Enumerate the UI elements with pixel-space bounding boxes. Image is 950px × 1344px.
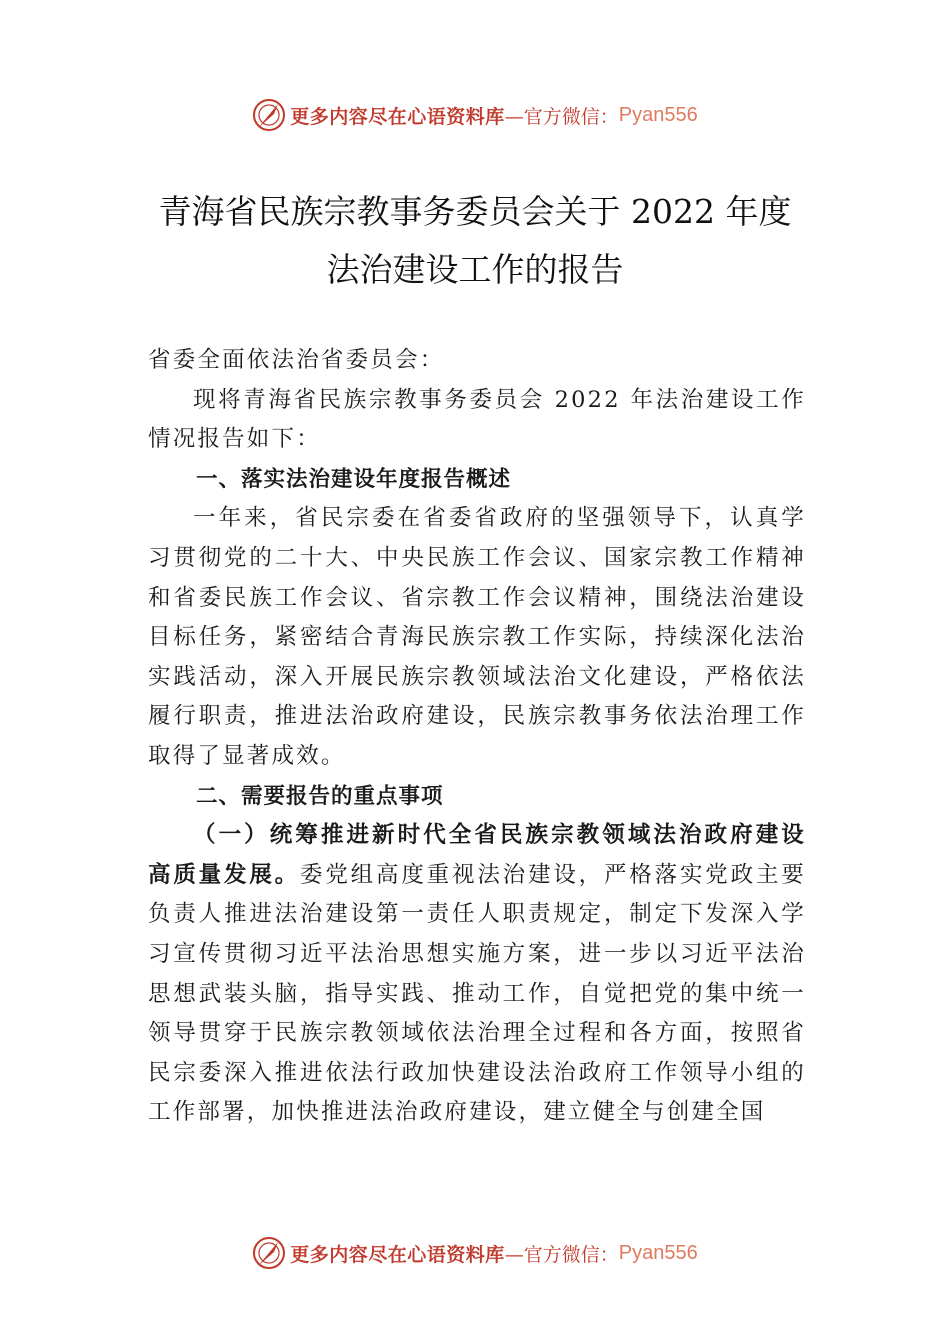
title-line-2: 法治建设工作的报告	[326, 250, 624, 289]
header-watermark	[0, 95, 950, 135]
section-1-body: 一年来，省民宗委在省委省政府的坚强领导下，认真学习贯彻党的二十大、中央民族工作会议、国家宗教工作精神和省委民族工作会议、省宗教工作会议精神，围绕法治建设目标任务，紧密结合青海民族宗教工作实际，持续深化法治实践活动，深入开展民族宗教领域法治文化建设，严格依法履行职责，推进法治政府建设，民族宗教事务依法治理工作取得了显著成效。	[148, 505, 806, 769]
footer-watermark	[0, 1233, 950, 1273]
section-2-heading: 二、需要报告的重点事项	[196, 783, 444, 809]
section-1-heading: 一、落实法治建设年度报告概述	[196, 466, 512, 492]
section-2-sub-1-body: 委党组高度重视法治建设，严格落实党政主要负责人推进法治建设第一责任人职责规定，制定下发深入学习宣传贯彻习近平法治思想实施方案，进一步以习近平法治思想武装头脑，指导实践、推动工作，自觉把党的集中统一领导贯穿于民族宗教领域依法治理全过程和各方面，按照省民宗委深入推进依法行政加快建设法治政府工作领导小组的工作部署，加快推进法治政府建设，建立健全与创建全国	[148, 861, 806, 1126]
salutation: 省委全面依法治省委员会：	[148, 347, 445, 373]
watermark-contact: —官方微信：	[504, 105, 619, 128]
title-line-1: 青海省民族宗教事务委员会关于 2022 年度	[158, 192, 792, 231]
section-2-sub-1-title: （一）统筹推进新时代全省民族宗教领域法治政府建设高质量发展。	[148, 822, 806, 888]
quill-logo-icon	[252, 98, 286, 132]
watermark-slogan: 更多内容尽在心语资料库	[290, 105, 505, 128]
document-body	[148, 341, 806, 1133]
page-title	[0, 183, 950, 299]
watermark-wechat-id: Pyan556	[618, 103, 698, 126]
intro-paragraph: 现将青海省民族宗教事务委员会 2022 年法治建设工作情况报告如下：	[148, 386, 806, 453]
watermark-contact: —官方微信：	[504, 1243, 619, 1266]
watermark-wechat-id: Pyan556	[618, 1241, 698, 1264]
section-2-sub-1	[148, 816, 806, 1133]
watermark-slogan: 更多内容尽在心语资料库	[290, 1243, 505, 1266]
quill-logo-icon	[252, 1236, 286, 1270]
